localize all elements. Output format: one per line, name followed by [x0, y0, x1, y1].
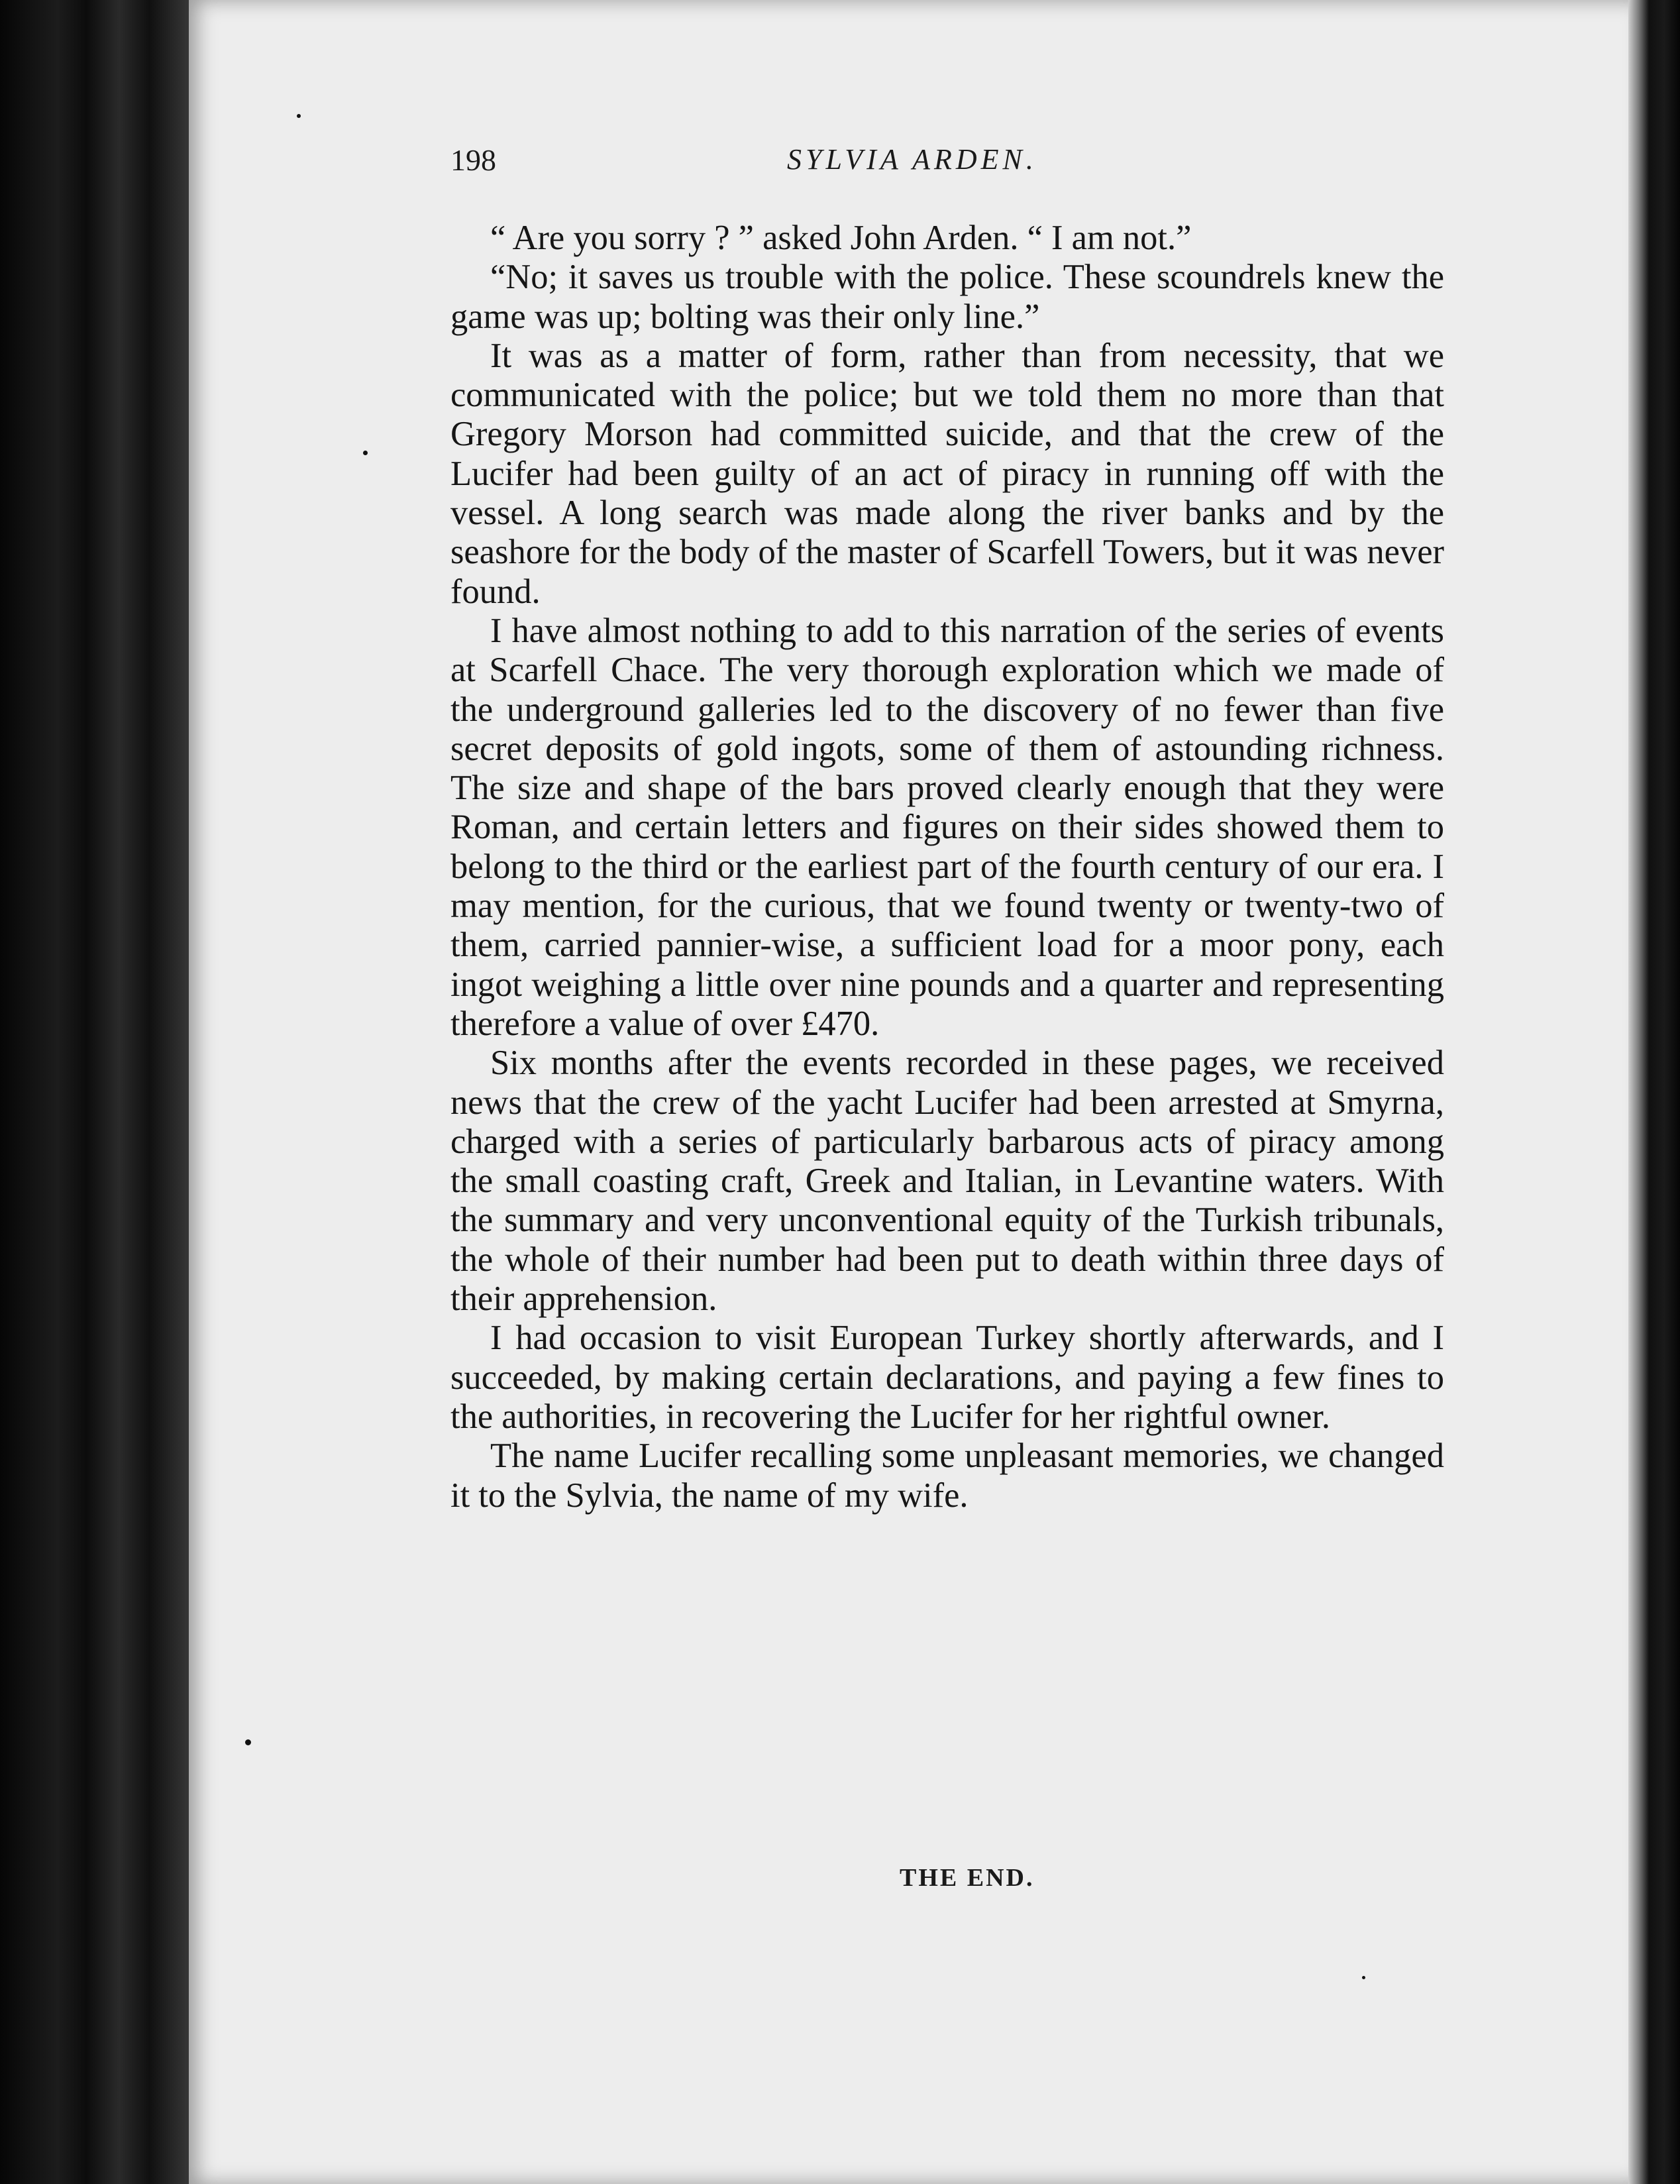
- paragraph: “No; it saves us trouble with the police. These scoundrels knew the game was up; bolting was their only line.”: [450, 258, 1444, 336]
- paragraph: It was as a matter of form, rather than from necessity, that we communicated with the police; but we told them no more than that Gregory Morson had committed suicide, and that the crew of the Lucifer had been guilty of an act of piracy in running off with the vessel. A long search was made along the river banks and by the seashore for the body of the master of Scarfell Towers, but it was never found.: [450, 336, 1444, 611]
- paragraph: The name Lucifer recalling some unpleasant memories, we changed it to the Sylvia, the name of my wife.: [450, 1437, 1444, 1515]
- book-binding-right-edge: [1628, 0, 1680, 2184]
- print-speck: [363, 451, 368, 455]
- print-speck: [245, 1739, 251, 1745]
- print-speck: [1362, 1976, 1365, 1979]
- body-text: [450, 219, 1444, 1515]
- page-header: [450, 142, 1444, 189]
- paragraph: I had occasion to visit European Turkey shortly afterwards, and I succeeded, by making certain declarations, and paying a few fines to the authorities, in recovering the Lucifer for her rightful owner.: [450, 1319, 1444, 1436]
- book-binding-left-edge: [0, 0, 192, 2184]
- page-number: 198: [450, 143, 496, 177]
- paragraph: I have almost nothing to add to this narration of the series of events at Scarfell Chace. The very thorough exploration which we made of the underground galleries led to the discovery of no fewer than five secret deposits of gold ingots, some of them of astounding richness. The size and shape of the bars proved clearly enough that they were Roman, and certain letters and figures on their sides showed them to belong to the third or the earliest part of the fourth century of our era. I may mention, for the curious, that we found twenty or twenty-two of them, carried pannier-wise, a sufficient load for a moor pony, each ingot weighing a little over nine pounds and a quarter and representing therefore a value of over £470.: [450, 611, 1444, 1043]
- running-head: SYLVIA ARDEN.: [787, 143, 1037, 176]
- the-end-label: THE END.: [900, 1864, 1035, 1892]
- print-speck: [297, 114, 301, 118]
- paragraph: “ Are you sorry ? ” asked John Arden. “ I am not.”: [490, 219, 1192, 257]
- paragraph: Six months after the events recorded in these pages, we received news that the crew of the yacht Lucifer had been arrested at Smyrna, charged with a series of particularly barbarous acts of piracy among the small coasting craft, Greek and Italian, in Levantine waters. With the summary and very unconventional equity of the Turkish tribunals, the whole of their number had been put to death within three days of their apprehension.: [450, 1044, 1444, 1319]
